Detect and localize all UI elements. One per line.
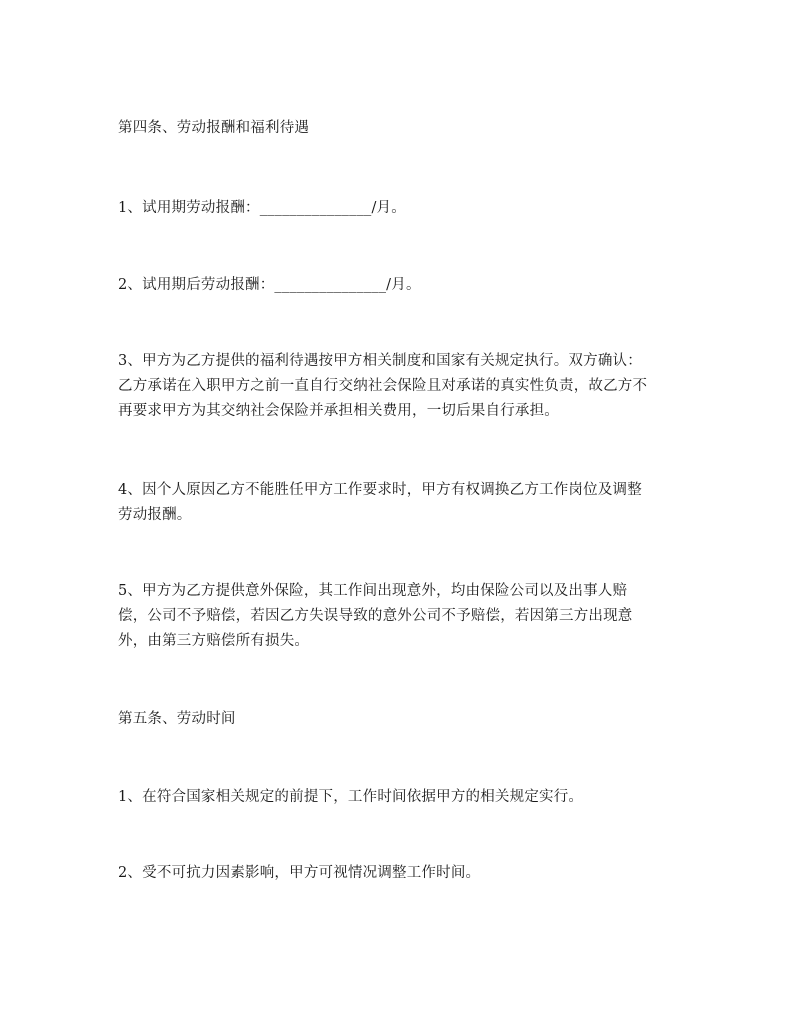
article-4-item-2: 2、试用期后劳动报酬：_______________/月。 <box>118 277 421 293</box>
article-4-item-3-line-1: 3、甲方为乙方提供的福利待遇按甲方相关制度和国家有关规定执行。双方确认： <box>118 353 642 369</box>
article-4-item-5-line-3: 外，由第三方赔偿所有损失。 <box>118 633 310 649</box>
article-4-heading: 第四条、劳动报酬和福利待遇 <box>118 120 310 136</box>
article-5-heading: 第五条、劳动时间 <box>118 711 236 727</box>
article-5-item-1: 1、在符合国家相关规定的前提下，工作时间依据甲方的相关规定实行。 <box>118 789 584 805</box>
article-4-item-3-line-3: 再要求甲方为其交纳社会保险并承担相关费用，一切后果自行承担。 <box>118 403 559 419</box>
article-4-item-5-line-2: 偿，公司不予赔偿，若因乙方失误导致的意外公司不予赔偿，若因第三方出现意 <box>118 608 633 624</box>
article-4-item-4-line-1: 4、因个人原因乙方不能胜任甲方工作要求时，甲方有权调换乙方工作岗位及调整 <box>118 482 642 498</box>
article-4-item-4-line-2: 劳动报酬。 <box>118 507 192 523</box>
article-5-item-2: 2、受不可抗力因素影响，甲方可视情况调整工作时间。 <box>118 865 481 881</box>
article-4-item-5-line-1: 5、甲方为乙方提供意外保险，其工作间出现意外，均由保险公司以及出事人赔 <box>118 583 628 599</box>
article-4-item-1: 1、试用期劳动报酬：_______________/月。 <box>118 200 406 216</box>
article-4-item-3-line-2: 乙方承诺在入职甲方之前一直自行交纳社会保险且对承诺的真实性负责，故乙方不 <box>118 378 648 394</box>
